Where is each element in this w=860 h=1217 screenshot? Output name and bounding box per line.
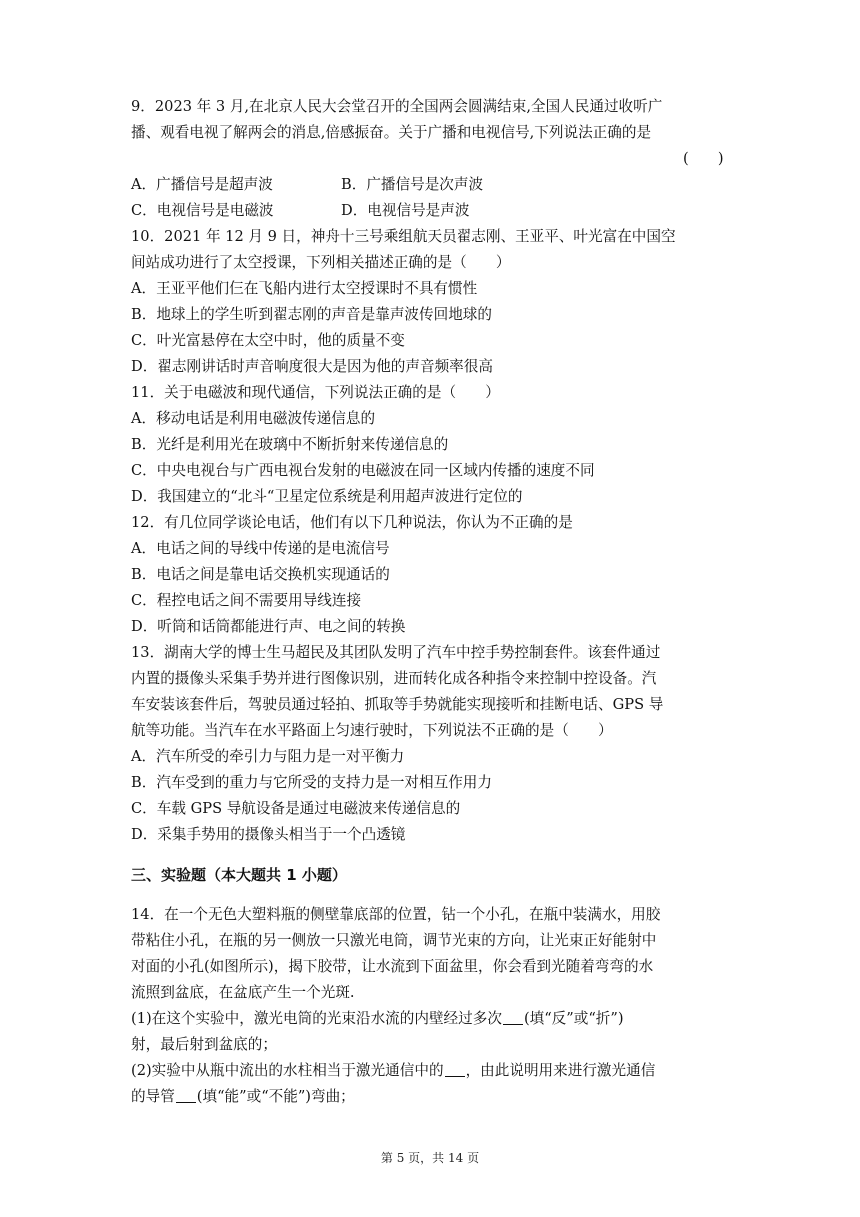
option-a: A．广播信号是超声波 <box>131 176 273 193</box>
q14-line-2: 带粘住小孔，在瓶的另一侧放一只激光电筒，调节光束的方向，让光束正好能射中 <box>131 932 657 949</box>
q11-option-b: B．光纤是利用光在玻璃中不断折射来传递信息的 <box>131 436 449 453</box>
q9-line-1: 9．2023 年 3 月,在北京人民大会堂召开的全国两会圆满结束,全国人民通过收听广 <box>131 98 663 115</box>
q10-option-b: B．地球上的学生听到翟志刚的声音是靠声波传回地球的 <box>131 306 492 323</box>
q13-option-c: C．车载 GPS 导航设备是通过电磁波来传递信息的 <box>131 800 461 817</box>
q9-bracket-row <box>131 120 731 167</box>
q13-option-a: A．汽车所受的牵引力与阻力是一对平衡力 <box>131 748 405 765</box>
q9-line-2: 播、观看电视了解两会的消息,倍感振奋。关于广播和电视信号,下列说法正确的是 <box>131 124 652 141</box>
q14-line-1: 14．在一个无色大塑料瓶的侧壁靠底部的位置，钻一个小孔，在瓶中装满水，用胶 <box>131 906 661 923</box>
option-d: D．电视信号是声波 <box>341 202 470 219</box>
q9-options-row-1 <box>131 172 731 198</box>
q14-line-3: 对面的小孔(如图所示)，揭下胶带，让水流到下面盆里，你会看到光随着弯弯的水 <box>131 958 654 975</box>
q10-line-2: 间站成功进行了太空授课，下列相关描述正确的是（ ） <box>131 254 511 271</box>
q14-line-4: 流照到盆底，在盆底产生一个光斑. <box>131 984 355 1001</box>
q14-part-2-text-d: (填“能”或“不能”)弯曲； <box>196 1088 355 1105</box>
q13-line-1: 13．湖南大学的博士生马超民及其团队发明了汽车中控手势控制套件。该套件通过 <box>131 644 661 661</box>
q11-option-a: A．移动电话是利用电磁波传递信息的 <box>131 410 376 427</box>
q11-line-1: 11．关于电磁波和现代通信，下列说法正确的是（ ） <box>131 384 500 401</box>
q14-part-1-text-b: (填“反”或“折”) <box>523 1010 624 1027</box>
q14-part-1-text-a: (1)在这个实验中，激光电筒的光束沿水流的内壁经过多次 <box>131 1010 502 1027</box>
q13-line-3: 车安装该套件后，驾驶员通过轻拍、抓取等手势就能实现接听和挂断电话、GPS 导 <box>131 696 664 713</box>
q11-option-d: D．我国建立的“北斗“卫星定位系统是利用超声波进行定位的 <box>131 488 523 505</box>
q14-part-1-line-2: 射，最后射到盆底的； <box>131 1036 277 1053</box>
q12-option-c: C．程控电话之间不需要用导线连接 <box>131 592 362 609</box>
q10-option-d: D．翟志刚讲话时声音响度很大是因为他的声音频率很高 <box>131 358 493 375</box>
answer-blank-1[interactable] <box>503 1010 523 1025</box>
page-footer: 第 5 页，共 14 页 <box>380 1151 480 1165</box>
q12-option-d: D．听筒和话筒都能进行声、电之间的转换 <box>131 618 406 635</box>
answer-bracket: ( ) <box>683 150 724 167</box>
q14-part-2-text-c: 的导管 <box>131 1088 175 1105</box>
q14-part-2-text-a: (2)实验中从瓶中流出的水柱相当于激光通信中的 <box>131 1062 444 1079</box>
answer-blank-2[interactable] <box>445 1062 465 1077</box>
q10-line-1: 10．2021 年 12 月 9 日，神舟十三号乘组航天员翟志刚、王亚平、叶光富在中国空 <box>131 228 676 245</box>
q12-line-1: 12．有几位同学谈论电话，他们有以下几种说法，你认为不正确的是 <box>131 514 573 531</box>
q12-option-b: B．电话之间是靠电话交换机实现通话的 <box>131 566 390 583</box>
q11-option-c: C．中央电视台与广西电视台发射的电磁波在同一区域内传播的速度不同 <box>131 462 595 479</box>
option-b: B．广播信号是次声波 <box>341 176 484 193</box>
q10-option-a: A．王亚平他们仨在飞船内进行太空授课时不具有惯性 <box>131 280 478 297</box>
q13-line-2: 内置的摄像头采集手势并进行图像识别，进而转化成各种指令来控制中控设备。汽 <box>131 670 657 687</box>
q14-part-2-line-2 <box>131 1084 731 1110</box>
q13-option-b: B．汽车受到的重力与它所受的支持力是一对相互作用力 <box>131 774 492 791</box>
section-heading: 三、实验题（本大题共 1 小题） <box>131 866 347 884</box>
answer-blank-3[interactable] <box>176 1088 196 1103</box>
option-c: C．电视信号是电磁波 <box>131 202 274 219</box>
q13-line-4: 航等功能。当汽车在水平路面上匀速行驶时，下列说法不正确的是（ ） <box>131 722 613 739</box>
q13-option-d: D．采集手势用的摄像头相当于一个凸透镜 <box>131 826 406 843</box>
q12-option-a: A．电话之间的导线中传递的是电流信号 <box>131 540 390 557</box>
q14-part-1-line-1 <box>131 1006 731 1032</box>
q9-options-row-2 <box>131 198 731 224</box>
q14-part-2-line-1 <box>131 1058 731 1084</box>
q10-option-c: C．叶光富悬停在太空中时，他的质量不变 <box>131 332 405 349</box>
q14-part-2-text-b: ，由此说明用来进行激光通信 <box>465 1062 656 1079</box>
